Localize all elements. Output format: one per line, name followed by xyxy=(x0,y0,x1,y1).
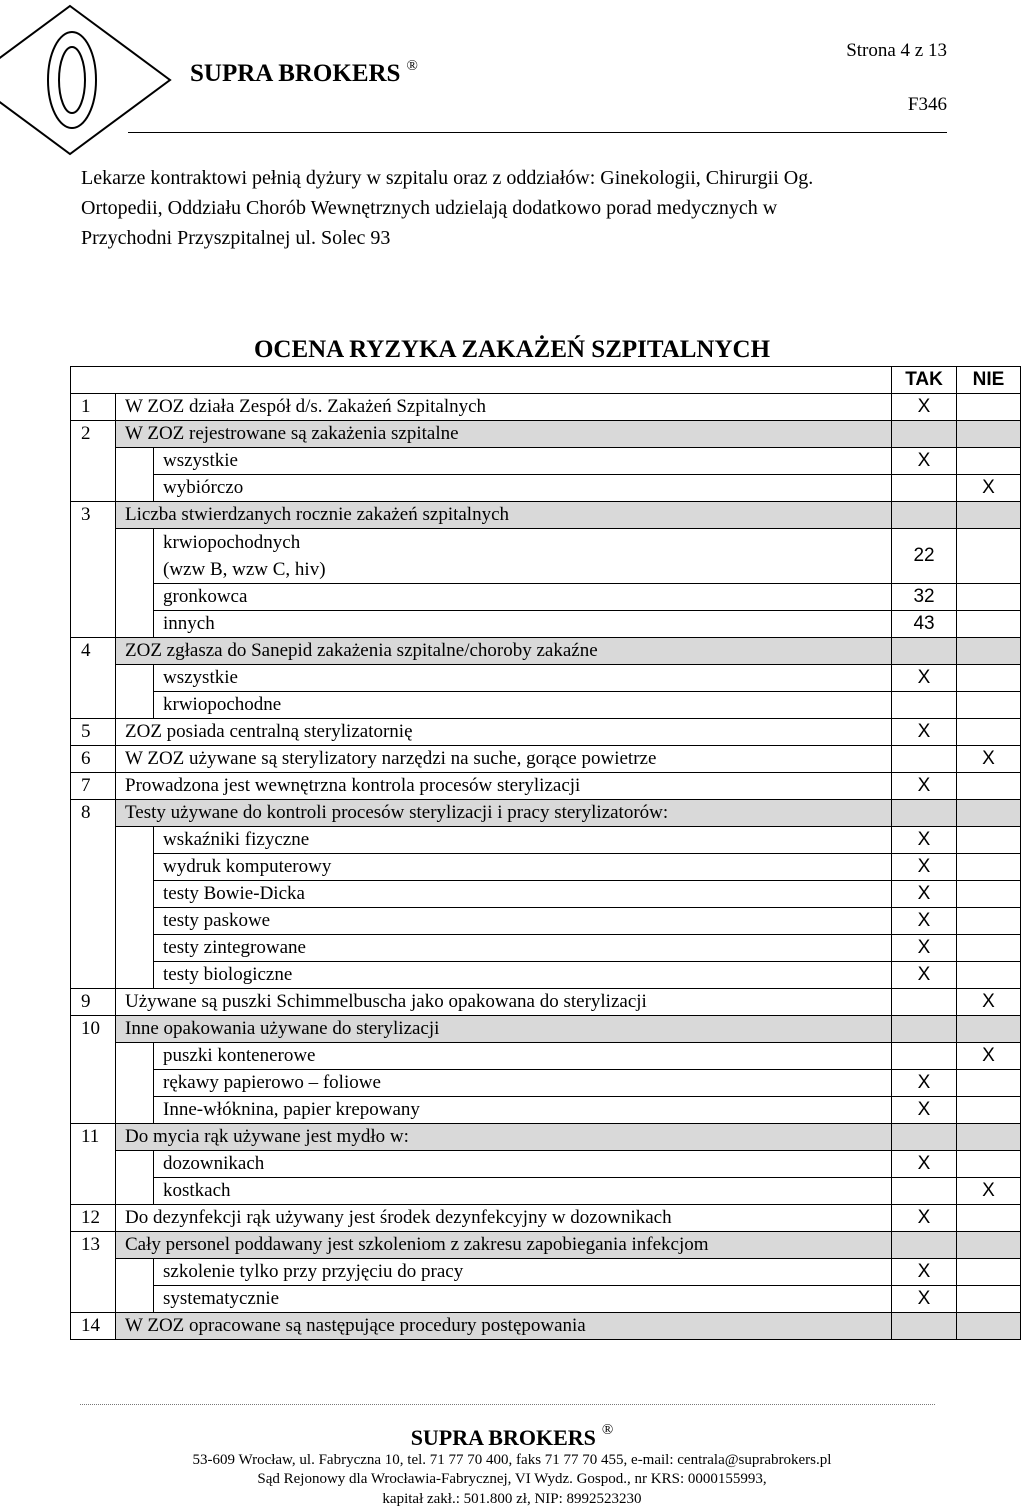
tak-cell xyxy=(892,1124,957,1151)
column-header-nie: NIE xyxy=(957,367,1021,394)
nie-cell xyxy=(957,665,1021,692)
row-number-blank xyxy=(71,1151,116,1178)
nie-cell xyxy=(957,1205,1021,1232)
nie-cell xyxy=(957,854,1021,881)
tak-cell: X xyxy=(892,719,957,746)
indent-blank xyxy=(116,1043,154,1070)
tak-cell xyxy=(892,1043,957,1070)
indent-blank xyxy=(116,1259,154,1286)
nie-cell xyxy=(957,1124,1021,1151)
table-row xyxy=(71,448,1021,475)
row-number-blank xyxy=(71,827,116,854)
intro-paragraph xyxy=(81,163,941,253)
tak-cell: X xyxy=(892,448,957,475)
table-row xyxy=(71,1070,1021,1097)
table-row xyxy=(71,1178,1021,1205)
nie-cell xyxy=(957,1097,1021,1124)
tak-cell: X xyxy=(892,1151,957,1178)
question-text: W ZOZ rejestrowane są zakażenia szpitalne xyxy=(116,421,892,448)
sub-option-line: krwiopochodnych xyxy=(163,532,301,553)
row-number: 9 xyxy=(71,989,116,1016)
sub-option-text: innych xyxy=(154,611,892,638)
nie-cell xyxy=(957,881,1021,908)
tak-cell: X xyxy=(892,394,957,421)
document-code: F346 xyxy=(907,94,947,115)
nie-cell xyxy=(957,529,1021,584)
nie-cell xyxy=(957,421,1021,448)
question-text: Testy używane do kontroli procesów sterylizacji i pracy sterylizatorów: xyxy=(116,800,892,827)
row-number-blank xyxy=(71,908,116,935)
row-number: 7 xyxy=(71,773,116,800)
table-row xyxy=(71,1124,1021,1151)
tak-cell xyxy=(892,800,957,827)
tak-cell xyxy=(892,1178,957,1205)
sub-option-text: krwiopochodne xyxy=(154,692,892,719)
tak-cell xyxy=(892,475,957,502)
sub-option-line: (wzw B, wzw C, hiv) xyxy=(163,559,326,580)
row-number-blank xyxy=(71,854,116,881)
row-number-blank xyxy=(71,962,116,989)
nie-cell: X xyxy=(957,1178,1021,1205)
table-row xyxy=(71,935,1021,962)
tak-cell xyxy=(892,1232,957,1259)
nie-cell xyxy=(957,638,1021,665)
indent-blank xyxy=(116,908,154,935)
row-number: 5 xyxy=(71,719,116,746)
row-number-blank xyxy=(71,1043,116,1070)
indent-blank xyxy=(116,827,154,854)
table-row xyxy=(71,1286,1021,1313)
nie-cell xyxy=(957,773,1021,800)
table-row xyxy=(71,827,1021,854)
table-row xyxy=(71,665,1021,692)
row-number-blank xyxy=(71,665,116,692)
sub-option-text: rękawy papierowo – foliowe xyxy=(154,1070,892,1097)
table-row xyxy=(71,638,1021,665)
row-number-blank xyxy=(71,475,116,502)
tak-cell xyxy=(892,746,957,773)
indent-blank xyxy=(116,1070,154,1097)
question-text: ZOZ posiada centralną sterylizatornię xyxy=(116,719,892,746)
tak-cell xyxy=(892,638,957,665)
indent-blank xyxy=(116,1178,154,1205)
indent-blank xyxy=(116,881,154,908)
table-row xyxy=(71,529,1021,584)
sub-option-text: dozownikach xyxy=(154,1151,892,1178)
row-number-blank xyxy=(71,1097,116,1124)
tak-cell xyxy=(892,1016,957,1043)
tak-cell xyxy=(892,502,957,529)
question-text: ZOZ zgłasza do Sanepid zakażenia szpitalne/choroby zakaźne xyxy=(116,638,892,665)
sub-option-text: testy Bowie-Dicka xyxy=(154,881,892,908)
table-row xyxy=(71,584,1021,611)
table-row xyxy=(71,908,1021,935)
tak-cell: X xyxy=(892,1205,957,1232)
indent-blank xyxy=(116,692,154,719)
tak-cell: X xyxy=(892,935,957,962)
question-text: Prowadzona jest wewnętrzna kontrola procesów sterylizacji xyxy=(116,773,892,800)
table-row xyxy=(71,719,1021,746)
row-number: 11 xyxy=(71,1124,116,1151)
footer-capital: kapitał zakł.: 501.800 zł, NIP: 8992523230 xyxy=(382,1491,642,1507)
table-row xyxy=(71,854,1021,881)
table-row xyxy=(71,475,1021,502)
table-row xyxy=(71,773,1021,800)
nie-cell xyxy=(957,800,1021,827)
nie-cell xyxy=(957,394,1021,421)
nie-cell xyxy=(957,1313,1021,1340)
question-text: Do dezynfekcji rąk używany jest środek dezynfekcyjny w dozownikach xyxy=(116,1205,892,1232)
row-number: 10 xyxy=(71,1016,116,1043)
table-row xyxy=(71,1205,1021,1232)
nie-cell xyxy=(957,1259,1021,1286)
intro-line: Lekarze kontraktowi pełnią dyżury w szpitalu oraz z oddziałów: Ginekologii, Chirurgii Og. xyxy=(81,167,814,189)
table-row xyxy=(71,502,1021,529)
sub-option-text: testy biologiczne xyxy=(154,962,892,989)
nie-cell xyxy=(957,935,1021,962)
row-number-blank xyxy=(71,935,116,962)
sub-option-text: kostkach xyxy=(154,1178,892,1205)
indent-blank xyxy=(116,611,154,638)
row-number-blank xyxy=(71,1070,116,1097)
tak-cell: X xyxy=(892,1097,957,1124)
footer-registered-mark: ® xyxy=(601,1422,614,1438)
question-text: Używane są puszki Schimmelbuscha jako opakowana do sterylizacji xyxy=(116,989,892,1016)
nie-cell xyxy=(957,1286,1021,1313)
row-number: 12 xyxy=(71,1205,116,1232)
sub-option-text: wydruk komputerowy xyxy=(154,854,892,881)
tak-cell: X xyxy=(892,1259,957,1286)
header-blank-cell xyxy=(71,367,892,394)
indent-blank xyxy=(116,1286,154,1313)
tak-cell: X xyxy=(892,1070,957,1097)
row-number: 4 xyxy=(71,638,116,665)
table-row xyxy=(71,1313,1021,1340)
indent-blank xyxy=(116,529,154,584)
footer-address: 53-609 Wrocław, ul. Fabryczna 10, tel. 71 77 70 400, faks 71 77 70 455, e-mail: centrala@suprabrokers.pl xyxy=(192,1452,832,1468)
nie-cell xyxy=(957,1232,1021,1259)
footer-divider xyxy=(80,1404,935,1405)
company-logo xyxy=(0,0,180,158)
sub-option-text: systematycznie xyxy=(154,1286,892,1313)
tak-cell xyxy=(892,1313,957,1340)
table-row xyxy=(71,1016,1021,1043)
tak-cell: X xyxy=(892,962,957,989)
tak-cell: X xyxy=(892,773,957,800)
table-row xyxy=(71,692,1021,719)
table-row xyxy=(71,800,1021,827)
nie-cell xyxy=(957,908,1021,935)
table-row xyxy=(71,881,1021,908)
row-number-blank xyxy=(71,881,116,908)
row-number-blank xyxy=(71,1286,116,1313)
tak-cell: 43 xyxy=(892,611,957,638)
nie-cell: X xyxy=(957,1043,1021,1070)
page-title: OCENA RYZYKA ZAKAŻEŃ SZPITALNYCH xyxy=(253,336,771,363)
row-number-blank xyxy=(71,584,116,611)
tak-cell: X xyxy=(892,665,957,692)
row-number: 2 xyxy=(71,421,116,448)
tak-cell: 32 xyxy=(892,584,957,611)
nie-cell xyxy=(957,1016,1021,1043)
header-registered-mark: ® xyxy=(406,58,418,74)
footer-court: Sąd Rejonowy dla Wrocławia-Fabrycznej, VI Wydz. Gospod., nr KRS: 0000155993, xyxy=(257,1471,767,1487)
row-number: 1 xyxy=(71,394,116,421)
row-number-blank xyxy=(71,692,116,719)
sub-option-text: testy paskowe xyxy=(154,908,892,935)
row-number: 13 xyxy=(71,1232,116,1259)
sub-option-text: wybiórczo xyxy=(154,475,892,502)
nie-cell xyxy=(957,611,1021,638)
tak-cell xyxy=(892,421,957,448)
indent-blank xyxy=(116,854,154,881)
nie-cell: X xyxy=(957,746,1021,773)
row-number: 6 xyxy=(71,746,116,773)
nie-cell xyxy=(957,1070,1021,1097)
table-row xyxy=(71,421,1021,448)
tak-cell: X xyxy=(892,827,957,854)
indent-blank xyxy=(116,962,154,989)
indent-blank xyxy=(116,475,154,502)
nie-cell xyxy=(957,692,1021,719)
sub-option-text: wskaźniki fizyczne xyxy=(154,827,892,854)
sub-option-text: wszystkie xyxy=(154,665,892,692)
tak-cell: X xyxy=(892,881,957,908)
row-number: 3 xyxy=(71,502,116,529)
row-number-blank xyxy=(71,529,116,584)
table-row xyxy=(71,962,1021,989)
intro-line: Przychodni Przyszpitalnej ul. Solec 93 xyxy=(81,227,391,249)
row-number-blank xyxy=(71,1178,116,1205)
nie-cell: X xyxy=(957,989,1021,1016)
tak-cell: X xyxy=(892,1286,957,1313)
table-header-row xyxy=(71,367,1021,394)
question-text: W ZOZ opracowane są następujące procedury postępowania xyxy=(116,1313,892,1340)
sub-option-text: Inne-włóknina, papier krepowany xyxy=(154,1097,892,1124)
question-text: Liczba stwierdzanych rocznie zakażeń szpitalnych xyxy=(116,502,892,529)
table-row xyxy=(71,1043,1021,1070)
nie-cell xyxy=(957,962,1021,989)
nie-cell xyxy=(957,502,1021,529)
column-header-tak: TAK xyxy=(892,367,957,394)
row-number: 8 xyxy=(71,800,116,827)
sub-option-text: testy zintegrowane xyxy=(154,935,892,962)
header-divider xyxy=(128,132,947,133)
table-row xyxy=(71,1097,1021,1124)
table-row xyxy=(71,394,1021,421)
header-brand: SUPRA BROKERS ® xyxy=(190,58,418,87)
question-text: W ZOZ działa Zespół d/s. Zakażeń Szpitalnych xyxy=(116,394,892,421)
row-number-blank xyxy=(71,611,116,638)
tak-cell xyxy=(892,989,957,1016)
nie-cell xyxy=(957,1151,1021,1178)
indent-blank xyxy=(116,1097,154,1124)
row-number-blank xyxy=(71,1259,116,1286)
tak-cell xyxy=(892,692,957,719)
risk-assessment-table xyxy=(70,366,1021,1340)
indent-blank xyxy=(116,665,154,692)
sub-option-text: puszki kontenerowe xyxy=(154,1043,892,1070)
intro-line: Ortopedii, Oddziału Chorób Wewnętrznych udzielają dodatkowo porad medycznych w xyxy=(81,197,778,219)
question-text: Inne opakowania używane do sterylizacji xyxy=(116,1016,892,1043)
question-text: Do mycia rąk używane jest mydło w: xyxy=(116,1124,892,1151)
nie-cell xyxy=(957,827,1021,854)
sub-option-text xyxy=(154,529,892,584)
table-row xyxy=(71,1232,1021,1259)
indent-blank xyxy=(116,1151,154,1178)
table-row xyxy=(71,746,1021,773)
nie-cell xyxy=(957,719,1021,746)
table-row xyxy=(71,1259,1021,1286)
nie-cell xyxy=(957,584,1021,611)
row-number: 14 xyxy=(71,1313,116,1340)
table-row xyxy=(71,1151,1021,1178)
table-row xyxy=(71,989,1021,1016)
sub-option-text: szkolenie tylko przy przyjęciu do pracy xyxy=(154,1259,892,1286)
footer-brand: SUPRA BROKERS ® xyxy=(410,1422,614,1450)
indent-blank xyxy=(116,935,154,962)
nie-cell: X xyxy=(957,475,1021,502)
tak-cell: X xyxy=(892,908,957,935)
sub-option-text: gronkowca xyxy=(154,584,892,611)
tak-cell: 22 xyxy=(892,529,957,584)
tak-cell: X xyxy=(892,854,957,881)
question-text: Cały personel poddawany jest szkoleniom z zakresu zapobiegania infekcjom xyxy=(116,1232,892,1259)
nie-cell xyxy=(957,448,1021,475)
table-row xyxy=(71,611,1021,638)
row-number-blank xyxy=(71,448,116,475)
indent-blank xyxy=(116,584,154,611)
question-text: W ZOZ używane są sterylizatory narzędzi na suche, gorące powietrze xyxy=(116,746,892,773)
page-number: Strona 4 z 13 xyxy=(846,40,947,61)
indent-blank xyxy=(116,448,154,475)
sub-option-text: wszystkie xyxy=(154,448,892,475)
